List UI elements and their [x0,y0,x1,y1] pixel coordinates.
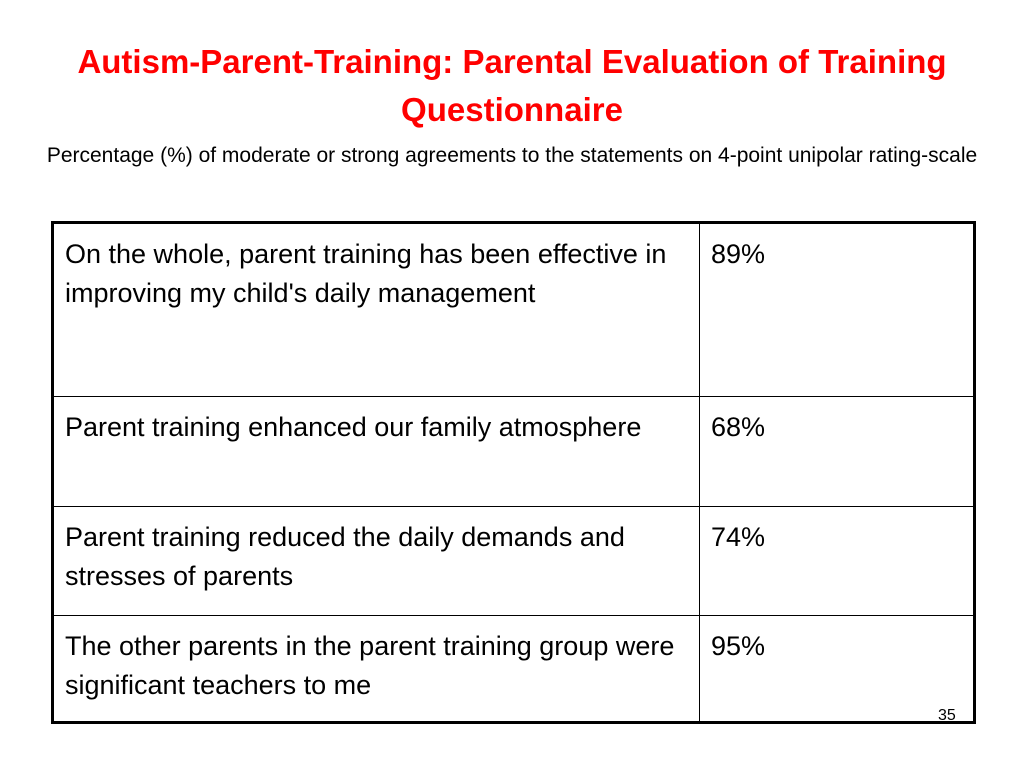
slide-subtitle: Percentage (%) of moderate or strong agreements to the statements on 4-point unipolar rating-scale [46,144,978,167]
statement-cell: Parent training enhanced our family atmosphere [53,397,700,507]
statement-cell: Parent training reduced the daily demands and stresses of parents [53,507,700,616]
statement-cell: The other parents in the parent training group were significant teachers to me [53,616,700,723]
table-row [53,223,975,397]
slide-number: 35 [938,707,956,724]
table-row [53,616,975,723]
table-row [53,507,975,616]
percentage-cell: 95% [700,616,975,723]
percentage-cell: 89% [700,223,975,397]
table-row [53,397,975,507]
slide-title: Autism-Parent-Training: Parental Evaluation of Training Questionnaire [77,43,947,128]
percentage-cell: 68% [700,397,975,507]
statement-cell: On the whole, parent training has been effective in improving my child's daily management [53,223,700,397]
evaluation-table [51,221,976,724]
percentage-cell: 74% [700,507,975,616]
